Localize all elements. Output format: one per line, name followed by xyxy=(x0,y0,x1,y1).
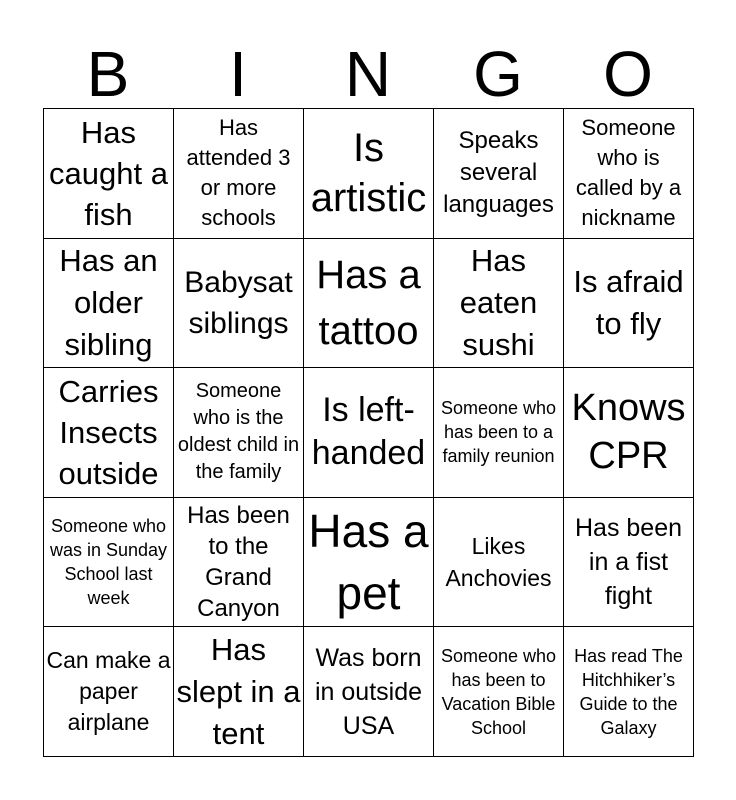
bingo-cell xyxy=(44,368,174,498)
cell-label: Can make a paper airplane xyxy=(46,647,171,736)
cell-label: Has a tattoo xyxy=(316,252,421,353)
bingo-cell xyxy=(434,109,564,239)
bingo-cell xyxy=(434,238,564,368)
board-row xyxy=(44,368,694,498)
bingo-cell xyxy=(44,627,174,757)
cell-label: Has been in a fist fight xyxy=(574,514,683,611)
bingo-cell xyxy=(174,497,304,627)
bingo-cell xyxy=(44,238,174,368)
cell-label: Has caught a fish xyxy=(49,114,168,232)
bingo-cell xyxy=(174,368,304,498)
cell-label: Someone who is called by a nickname xyxy=(575,115,682,231)
cell-label: Speaks several languages xyxy=(443,127,554,219)
bingo-cell xyxy=(304,368,434,498)
cell-label: Has been to the Grand Canyon xyxy=(187,502,290,623)
cell-label: Likes Anchovies xyxy=(445,533,552,592)
bingo-cell xyxy=(304,497,434,627)
bingo-cell xyxy=(564,109,694,239)
cell-label: Someone who is the oldest child in the family xyxy=(177,380,300,484)
cell-label: Is artistic xyxy=(310,126,427,221)
cell-label: Has attended 3 or more schools xyxy=(186,115,291,231)
header-letter-b: B xyxy=(86,38,130,110)
bingo-cell xyxy=(434,627,564,757)
cell-label: Someone who was in Sunday School last week xyxy=(49,516,168,609)
cell-label: Knows CPR xyxy=(571,387,686,478)
board-row xyxy=(44,109,694,239)
bingo-cell xyxy=(564,627,694,757)
cell-label: Has eaten sushi xyxy=(459,242,538,362)
bingo-cell xyxy=(434,497,564,627)
board-row xyxy=(44,627,694,757)
header-letter-o: O xyxy=(603,38,653,110)
bingo-cell xyxy=(434,368,564,498)
bingo-cell xyxy=(174,109,304,239)
bingo-header xyxy=(43,40,693,108)
bingo-cell xyxy=(304,109,434,239)
header-letter-i: I xyxy=(229,38,247,110)
header-letter-n: N xyxy=(344,38,392,110)
bingo-cell xyxy=(44,109,174,239)
cell-label: Has an older sibling xyxy=(59,242,158,362)
cell-label: Was born in outside USA xyxy=(314,643,423,740)
bingo-cell xyxy=(304,238,434,368)
bingo-cell xyxy=(564,497,694,627)
cell-label: Is left-handed xyxy=(311,391,426,473)
board-row xyxy=(44,238,694,368)
header-letter-g: G xyxy=(473,38,523,110)
cell-label: Carries Insects outside xyxy=(58,373,159,491)
cell-label: Babysat siblings xyxy=(184,265,293,340)
cell-label: Has a pet xyxy=(308,505,429,620)
cell-label: Someone who has been to a family reunion xyxy=(440,398,557,467)
bingo-cell xyxy=(564,238,694,368)
bingo-board xyxy=(43,108,694,757)
board-row xyxy=(44,497,694,627)
bingo-cell xyxy=(564,368,694,498)
bingo-cell xyxy=(174,238,304,368)
cell-label: Has slept in a tent xyxy=(176,631,301,751)
cell-label: Is afraid to fly xyxy=(573,263,684,341)
bingo-cell xyxy=(44,497,174,627)
bingo-cell xyxy=(174,627,304,757)
bingo-cell xyxy=(304,627,434,757)
cell-label: Has read The Hitchhiker’s Guide to the Galaxy xyxy=(574,645,683,738)
cell-label: Someone who has been to Vacation Bible School xyxy=(440,645,557,738)
